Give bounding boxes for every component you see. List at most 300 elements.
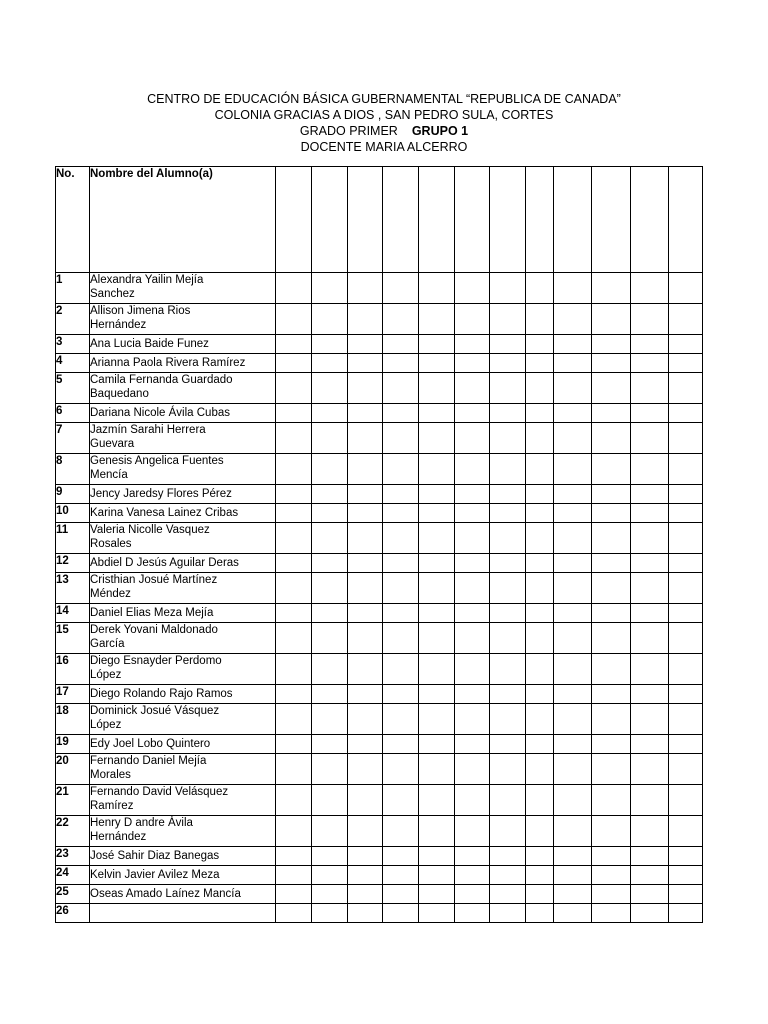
row-number: 5 bbox=[56, 373, 90, 404]
blank-cell bbox=[348, 866, 383, 885]
student-name-line: Edy Joel Lobo Quintero bbox=[90, 738, 211, 750]
student-name-line: Dominick Josué Vásquez bbox=[90, 705, 220, 717]
student-name-line: Daniel Elias Meza Mejía bbox=[90, 607, 214, 619]
row-number: 15 bbox=[56, 623, 90, 654]
blank-cell bbox=[631, 604, 669, 623]
column-header-no: No. bbox=[56, 167, 90, 273]
blank-cell bbox=[348, 654, 383, 685]
blank-cell bbox=[383, 754, 419, 785]
blank-cell bbox=[669, 304, 703, 335]
blank-header-cell bbox=[554, 167, 592, 273]
student-name bbox=[90, 504, 276, 523]
student-name-line: Oseas Amado Laínez Mancía bbox=[90, 888, 241, 900]
student-name bbox=[90, 847, 276, 866]
student-name-line: Alexandra Yailin Mejía bbox=[90, 274, 204, 286]
row-number: 12 bbox=[56, 554, 90, 573]
blank-cell bbox=[276, 554, 312, 573]
blank-cell bbox=[526, 404, 554, 423]
blank-cell bbox=[526, 704, 554, 735]
blank-cell bbox=[554, 904, 592, 923]
student-name-line: Derek Yovani Maldonado bbox=[90, 624, 218, 636]
blank-cell bbox=[348, 504, 383, 523]
blank-cell bbox=[631, 454, 669, 485]
blank-cell bbox=[419, 735, 455, 754]
blank-cell bbox=[592, 523, 631, 554]
blank-cell bbox=[631, 554, 669, 573]
blank-cell bbox=[490, 504, 526, 523]
blank-cell bbox=[490, 885, 526, 904]
student-name bbox=[90, 623, 276, 654]
blank-cell bbox=[419, 404, 455, 423]
blank-cell bbox=[631, 735, 669, 754]
blank-cell bbox=[419, 485, 455, 504]
table-row bbox=[56, 554, 703, 573]
blank-header-cell bbox=[383, 167, 419, 273]
blank-cell bbox=[490, 847, 526, 866]
blank-cell bbox=[526, 573, 554, 604]
blank-cell bbox=[419, 573, 455, 604]
blank-cell bbox=[669, 354, 703, 373]
blank-cell bbox=[526, 885, 554, 904]
blank-cell bbox=[490, 604, 526, 623]
table-row bbox=[56, 604, 703, 623]
student-name-line: Guevara bbox=[90, 438, 135, 450]
student-name-line: Ana Lucia Baide Funez bbox=[90, 338, 209, 350]
blank-cell bbox=[455, 354, 490, 373]
blank-cell bbox=[348, 454, 383, 485]
blank-cell bbox=[554, 454, 592, 485]
blank-cell bbox=[383, 573, 419, 604]
student-name bbox=[90, 885, 276, 904]
blank-cell bbox=[669, 754, 703, 785]
table-row bbox=[56, 485, 703, 504]
blank-cell bbox=[669, 785, 703, 816]
blank-header-cell bbox=[592, 167, 631, 273]
blank-cell bbox=[554, 847, 592, 866]
grade-line bbox=[0, 123, 768, 139]
blank-cell bbox=[631, 754, 669, 785]
table-row bbox=[56, 685, 703, 704]
blank-cell bbox=[592, 785, 631, 816]
row-number: 26 bbox=[56, 904, 90, 923]
blank-cell bbox=[631, 485, 669, 504]
student-roster-table bbox=[55, 166, 703, 923]
blank-header-cell bbox=[526, 167, 554, 273]
blank-cell bbox=[348, 335, 383, 354]
row-number: 19 bbox=[56, 735, 90, 754]
blank-cell bbox=[592, 404, 631, 423]
student-name bbox=[90, 354, 276, 373]
blank-cell bbox=[383, 423, 419, 454]
blank-cell bbox=[592, 604, 631, 623]
table-row bbox=[56, 866, 703, 885]
blank-cell bbox=[554, 504, 592, 523]
blank-cell bbox=[490, 785, 526, 816]
blank-cell bbox=[383, 866, 419, 885]
blank-cell bbox=[455, 485, 490, 504]
blank-cell bbox=[383, 685, 419, 704]
blank-cell bbox=[455, 904, 490, 923]
blank-cell bbox=[276, 454, 312, 485]
row-number: 3 bbox=[56, 335, 90, 354]
blank-cell bbox=[669, 523, 703, 554]
blank-cell bbox=[554, 335, 592, 354]
blank-cell bbox=[592, 623, 631, 654]
blank-cell bbox=[490, 735, 526, 754]
blank-cell bbox=[383, 704, 419, 735]
blank-cell bbox=[348, 373, 383, 404]
blank-cell bbox=[669, 654, 703, 685]
student-name bbox=[90, 335, 276, 354]
teacher-line: DOCENTE MARIA ALCERRO bbox=[300, 140, 468, 154]
blank-cell bbox=[276, 735, 312, 754]
blank-cell bbox=[592, 847, 631, 866]
blank-cell bbox=[669, 885, 703, 904]
blank-cell bbox=[669, 404, 703, 423]
blank-cell bbox=[419, 273, 455, 304]
blank-cell bbox=[526, 304, 554, 335]
blank-cell bbox=[276, 654, 312, 685]
blank-cell bbox=[592, 685, 631, 704]
blank-cell bbox=[592, 573, 631, 604]
blank-cell bbox=[455, 373, 490, 404]
school-address: COLONIA GRACIAS A DIOS , SAN PEDRO SULA, CORTES bbox=[214, 108, 554, 122]
blank-cell bbox=[554, 785, 592, 816]
blank-cell bbox=[312, 623, 348, 654]
student-name bbox=[90, 904, 276, 923]
blank-cell bbox=[455, 335, 490, 354]
blank-cell bbox=[383, 654, 419, 685]
blank-cell bbox=[348, 816, 383, 847]
row-number: 10 bbox=[56, 504, 90, 523]
table-row bbox=[56, 304, 703, 335]
table-row bbox=[56, 354, 703, 373]
blank-cell bbox=[312, 754, 348, 785]
row-number: 18 bbox=[56, 704, 90, 735]
blank-cell bbox=[526, 816, 554, 847]
blank-cell bbox=[312, 847, 348, 866]
blank-cell bbox=[490, 454, 526, 485]
blank-cell bbox=[348, 685, 383, 704]
blank-cell bbox=[455, 454, 490, 485]
student-name-line: Hernández bbox=[90, 319, 147, 331]
row-number: 9 bbox=[56, 485, 90, 504]
blank-cell bbox=[554, 816, 592, 847]
blank-cell bbox=[312, 573, 348, 604]
blank-cell bbox=[526, 685, 554, 704]
blank-cell bbox=[419, 623, 455, 654]
blank-cell bbox=[490, 354, 526, 373]
blank-cell bbox=[490, 335, 526, 354]
blank-cell bbox=[592, 373, 631, 404]
blank-cell bbox=[631, 523, 669, 554]
blank-cell bbox=[526, 623, 554, 654]
blank-cell bbox=[419, 816, 455, 847]
blank-cell bbox=[419, 554, 455, 573]
blank-cell bbox=[276, 754, 312, 785]
blank-cell bbox=[312, 816, 348, 847]
blank-cell bbox=[312, 404, 348, 423]
blank-cell bbox=[312, 304, 348, 335]
blank-cell bbox=[348, 785, 383, 816]
blank-cell bbox=[490, 866, 526, 885]
row-number: 20 bbox=[56, 754, 90, 785]
blank-cell bbox=[490, 304, 526, 335]
blank-cell bbox=[490, 485, 526, 504]
blank-cell bbox=[276, 847, 312, 866]
table-row bbox=[56, 704, 703, 735]
table-row bbox=[56, 885, 703, 904]
student-name-line: Sanchez bbox=[90, 288, 135, 300]
student-name-line: Allison Jimena Rios bbox=[90, 305, 191, 317]
blank-header-cell bbox=[455, 167, 490, 273]
blank-cell bbox=[312, 785, 348, 816]
student-name bbox=[90, 523, 276, 554]
blank-cell bbox=[669, 454, 703, 485]
blank-cell bbox=[419, 885, 455, 904]
student-name bbox=[90, 735, 276, 754]
blank-cell bbox=[526, 754, 554, 785]
student-name-line: García bbox=[90, 638, 125, 650]
student-name-line: Ramírez bbox=[90, 800, 134, 812]
blank-cell bbox=[554, 573, 592, 604]
blank-cell bbox=[669, 735, 703, 754]
blank-cell bbox=[383, 847, 419, 866]
student-name-line: Jency Jaredsy Flores Pérez bbox=[90, 488, 232, 500]
table-row bbox=[56, 335, 703, 354]
blank-cell bbox=[383, 354, 419, 373]
blank-cell bbox=[526, 423, 554, 454]
blank-cell bbox=[554, 373, 592, 404]
blank-cell bbox=[631, 623, 669, 654]
blank-cell bbox=[490, 554, 526, 573]
student-name-line: Morales bbox=[90, 769, 131, 781]
blank-cell bbox=[669, 273, 703, 304]
blank-cell bbox=[348, 885, 383, 904]
student-name bbox=[90, 754, 276, 785]
blank-cell bbox=[455, 754, 490, 785]
row-number: 14 bbox=[56, 604, 90, 623]
blank-cell bbox=[526, 454, 554, 485]
student-name bbox=[90, 704, 276, 735]
row-number: 2 bbox=[56, 304, 90, 335]
blank-cell bbox=[592, 866, 631, 885]
blank-cell bbox=[554, 423, 592, 454]
table-row bbox=[56, 404, 703, 423]
blank-cell bbox=[592, 816, 631, 847]
row-number: 11 bbox=[56, 523, 90, 554]
blank-cell bbox=[490, 523, 526, 554]
blank-cell bbox=[383, 273, 419, 304]
student-name-line: Henry D andre Ávila bbox=[90, 817, 193, 829]
blank-header-cell bbox=[276, 167, 312, 273]
blank-cell bbox=[383, 554, 419, 573]
blank-cell bbox=[276, 423, 312, 454]
blank-cell bbox=[554, 654, 592, 685]
table-row bbox=[56, 573, 703, 604]
student-name-line: Arianna Paola Rivera Ramírez bbox=[90, 357, 246, 369]
blank-cell bbox=[383, 485, 419, 504]
blank-cell bbox=[554, 554, 592, 573]
blank-cell bbox=[490, 704, 526, 735]
blank-cell bbox=[312, 685, 348, 704]
blank-cell bbox=[592, 485, 631, 504]
blank-cell bbox=[312, 273, 348, 304]
blank-header-cell bbox=[312, 167, 348, 273]
student-name-line: López bbox=[90, 719, 122, 731]
blank-cell bbox=[312, 423, 348, 454]
blank-cell bbox=[312, 354, 348, 373]
blank-cell bbox=[455, 654, 490, 685]
blank-cell bbox=[592, 654, 631, 685]
student-name-line: Karina Vanesa Lainez Cribas bbox=[90, 507, 239, 519]
blank-cell bbox=[455, 623, 490, 654]
student-name-line: Cristhian Josué Martínez bbox=[90, 574, 218, 586]
blank-cell bbox=[526, 554, 554, 573]
blank-cell bbox=[490, 654, 526, 685]
blank-cell bbox=[383, 885, 419, 904]
blank-cell bbox=[526, 373, 554, 404]
row-number: 17 bbox=[56, 685, 90, 704]
blank-cell bbox=[348, 554, 383, 573]
blank-cell bbox=[669, 423, 703, 454]
blank-cell bbox=[526, 485, 554, 504]
blank-cell bbox=[348, 904, 383, 923]
student-name-line: Baquedano bbox=[90, 388, 149, 400]
blank-cell bbox=[631, 354, 669, 373]
blank-cell bbox=[419, 523, 455, 554]
blank-cell bbox=[276, 354, 312, 373]
blank-cell bbox=[383, 373, 419, 404]
blank-cell bbox=[419, 304, 455, 335]
blank-cell bbox=[419, 785, 455, 816]
blank-cell bbox=[312, 704, 348, 735]
blank-cell bbox=[554, 404, 592, 423]
blank-cell bbox=[348, 573, 383, 604]
student-name bbox=[90, 304, 276, 335]
blank-cell bbox=[631, 904, 669, 923]
blank-cell bbox=[554, 623, 592, 654]
blank-cell bbox=[490, 573, 526, 604]
blank-cell bbox=[276, 704, 312, 735]
student-name-line: Jazmín Sarahi Herrera bbox=[90, 424, 206, 436]
student-name bbox=[90, 273, 276, 304]
blank-cell bbox=[419, 335, 455, 354]
blank-cell bbox=[592, 885, 631, 904]
blank-cell bbox=[276, 304, 312, 335]
roster-body bbox=[56, 167, 703, 923]
blank-cell bbox=[383, 604, 419, 623]
blank-cell bbox=[631, 704, 669, 735]
blank-cell bbox=[348, 404, 383, 423]
blank-cell bbox=[631, 504, 669, 523]
blank-cell bbox=[455, 885, 490, 904]
row-number: 21 bbox=[56, 785, 90, 816]
blank-cell bbox=[669, 504, 703, 523]
row-number: 1 bbox=[56, 273, 90, 304]
student-name-line: Abdiel D Jesús Aguilar Deras bbox=[90, 557, 239, 569]
blank-cell bbox=[490, 373, 526, 404]
student-name bbox=[90, 866, 276, 885]
blank-cell bbox=[276, 573, 312, 604]
blank-cell bbox=[631, 866, 669, 885]
student-name-line: Diego Esnayder Perdomo bbox=[90, 655, 222, 667]
blank-cell bbox=[312, 373, 348, 404]
blank-cell bbox=[312, 454, 348, 485]
blank-cell bbox=[419, 754, 455, 785]
blank-cell bbox=[554, 704, 592, 735]
blank-cell bbox=[526, 354, 554, 373]
blank-cell bbox=[276, 373, 312, 404]
blank-cell bbox=[526, 866, 554, 885]
row-number: 7 bbox=[56, 423, 90, 454]
student-name-line: Kelvin Javier Avilez Meza bbox=[90, 869, 220, 881]
blank-header-cell bbox=[419, 167, 455, 273]
blank-cell bbox=[276, 335, 312, 354]
blank-cell bbox=[276, 273, 312, 304]
blank-cell bbox=[592, 335, 631, 354]
blank-header-cell bbox=[631, 167, 669, 273]
blank-cell bbox=[669, 623, 703, 654]
blank-cell bbox=[276, 816, 312, 847]
blank-cell bbox=[526, 604, 554, 623]
blank-cell bbox=[526, 847, 554, 866]
blank-cell bbox=[490, 685, 526, 704]
blank-cell bbox=[554, 866, 592, 885]
blank-cell bbox=[276, 604, 312, 623]
blank-cell bbox=[383, 735, 419, 754]
blank-cell bbox=[592, 454, 631, 485]
student-name-line: Méndez bbox=[90, 588, 131, 600]
blank-cell bbox=[276, 623, 312, 654]
blank-cell bbox=[276, 866, 312, 885]
blank-cell bbox=[554, 685, 592, 704]
blank-cell bbox=[276, 685, 312, 704]
blank-cell bbox=[554, 523, 592, 554]
blank-cell bbox=[312, 485, 348, 504]
blank-cell bbox=[669, 485, 703, 504]
row-number: 23 bbox=[56, 847, 90, 866]
blank-cell bbox=[631, 423, 669, 454]
row-number: 6 bbox=[56, 404, 90, 423]
student-name bbox=[90, 554, 276, 573]
blank-cell bbox=[383, 504, 419, 523]
blank-cell bbox=[276, 485, 312, 504]
blank-cell bbox=[554, 273, 592, 304]
blank-cell bbox=[631, 335, 669, 354]
row-number: 4 bbox=[56, 354, 90, 373]
school-name: CENTRO DE EDUCACIÓN BÁSICA GUBERNAMENTAL “REPUBLICA DE CANADA” bbox=[147, 92, 621, 106]
blank-cell bbox=[526, 904, 554, 923]
student-name-line: Hernández bbox=[90, 831, 147, 843]
student-name-line: Rosales bbox=[90, 538, 132, 550]
table-row bbox=[56, 273, 703, 304]
blank-cell bbox=[276, 404, 312, 423]
blank-cell bbox=[554, 735, 592, 754]
blank-cell bbox=[383, 523, 419, 554]
blank-cell bbox=[419, 904, 455, 923]
blank-cell bbox=[312, 604, 348, 623]
blank-cell bbox=[631, 654, 669, 685]
blank-cell bbox=[419, 604, 455, 623]
blank-cell bbox=[631, 785, 669, 816]
row-number: 24 bbox=[56, 866, 90, 885]
blank-cell bbox=[490, 816, 526, 847]
blank-cell bbox=[526, 273, 554, 304]
blank-cell bbox=[383, 623, 419, 654]
blank-cell bbox=[526, 335, 554, 354]
blank-cell bbox=[490, 423, 526, 454]
